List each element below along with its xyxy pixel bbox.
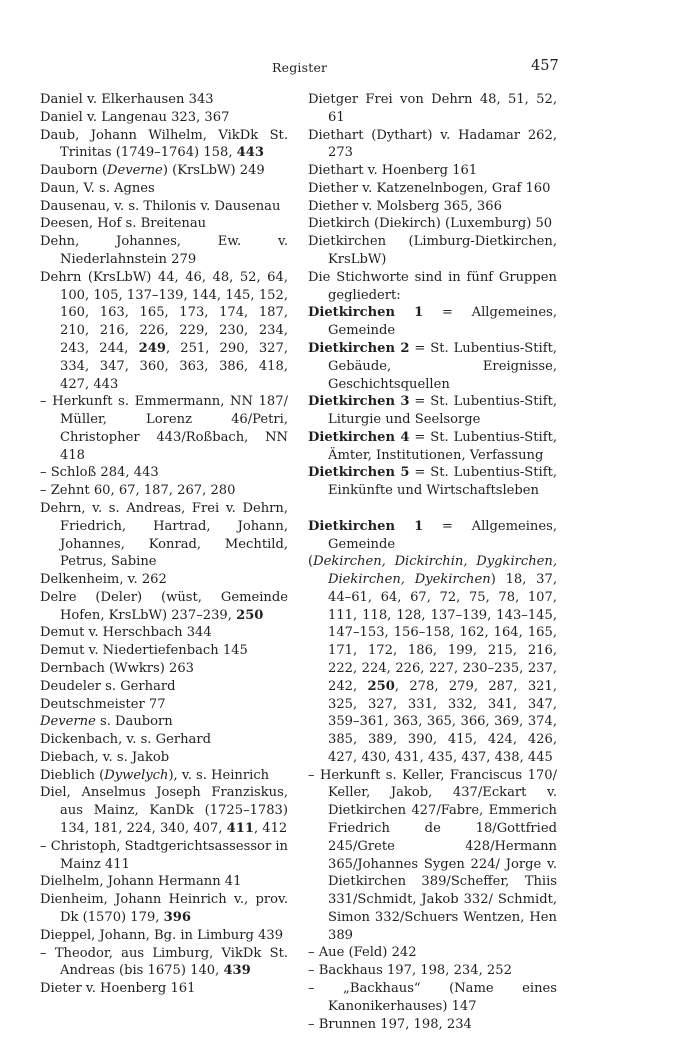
index-entry: Daniel v. Elkerhausen 343 (40, 92, 214, 107)
index-entry: Deverne s. Dauborn (40, 714, 173, 730)
index-entry: Diebach, v. s. Jakob (40, 749, 170, 765)
index-entry: – Theodor, aus Limburg, VikDk St. Andreas (bis 1675) 140, 439 (40, 945, 288, 979)
index-entry: Diether v. Katzenelnbogen, Graf 160 (308, 180, 551, 196)
index-entry: Dieblich (Dywelych), v. s. Heinrich (40, 767, 270, 783)
index-entry: Dauborn (Deverne) (KrsLbW) 249 (40, 163, 265, 179)
index-entry: – Zehnt 60, 67, 187, 267, 280 (40, 483, 236, 499)
index-entry: Dietger Frei von Dehrn 48, 51, 52, 61 (308, 92, 557, 125)
index-entry: Diethart v. Hoenberg 161 (308, 163, 478, 179)
index-entry: Dausenau, v. s. Thilonis v. Dausenau (40, 198, 281, 214)
index-entry: – „Backhaus“ (Name eines Kanonikerhauses) 147 (308, 981, 557, 1014)
index-entry: Deesen, Hof s. Breitenau (40, 216, 207, 232)
index-entry: Daun, V. s. Agnes (40, 180, 155, 196)
index-entry: – Herkunft s. Emmermann, NN 187/ Müller, Lorenz 46/Petri, Christopher 443/Roßbach, NN 418 (40, 394, 288, 463)
index-entry: Die Stichworte sind in fünf Gruppen gegliedert: (308, 269, 557, 303)
index-entry: Dieppel, Johann, Bg. in Limburg 439 (40, 927, 284, 943)
running-head-title: Register (272, 60, 328, 75)
index-entry: (Dekirchen, Dickirchin, Dygkirchen, Diekirchen, Dyekirchen) 18, 37, 44–61, 64, 67, 72, 75, 78, 107, 111, 118, 128, 137–139, 143–145, 147–153, 156–158, 162, 164, 165, 171, 172, 186, 199, 215, 216, 222, 224, 226, 227, 230–235, 237, 242, 250, 278, 279, 287, 321, 325, 327, 331, 332, 341, 347, 359–361, 363, 365, 366, 369, 374, 385, 389, 390, 415, 424, 426, 427, 430, 431, 435, 437, 438, 445 (308, 554, 557, 765)
index-entry: Dietkirchen 3 = St. Lubentius-Stift, Liturgie und Seelsorge (308, 394, 557, 428)
index-entry: Diethart (Dythart) v. Hadamar 262, 273 (308, 127, 557, 161)
index-entry: Dietkirchen 4 = St. Lubentius-Stift, Ämter, Institutionen, Verfassung (308, 429, 557, 463)
index-column-left (40, 91, 288, 998)
index-entry: – Schloß 284, 443 (40, 465, 159, 481)
index-entry: Diether v. Molsberg 365, 366 (308, 198, 502, 214)
index-entry: Delkenheim, v. 262 (40, 572, 167, 588)
index-entry: Dehn, Johannes, Ew. v. Niederlahnstein 279 (40, 234, 288, 268)
index-entry: Dietkirchen 5 = St. Lubentius-Stift, Einkünfte und Wirtschaftsleben (308, 465, 557, 499)
running-head (0, 58, 700, 78)
index-entry: Dienheim, Johann Heinrich v., prov. Dk (1570) 179, 396 (40, 892, 288, 925)
index-entry: Dickenbach, v. s. Gerhard (40, 732, 211, 748)
index-entry: – Herkunft s. Keller, Franciscus 170/ Keller, Jakob, 437/Eckart v. Dietkirchen 427/Fabre, Emmerich Friedrich de 18/Gottfried 245/Grete 428/Hermann 365/Johannes Sygen 224/ Jorge v. Dietkirchen 389/Scheffer, Thiis 331/Schmidt, Jakob 332/ Schmidt, Simon 332/Schuers Wentzen, Hen 389 (308, 767, 557, 943)
index-entry: Dehrn, v. s. Andreas, Frei v. Dehrn, Friedrich, Hartrad, Johann, Johannes, Konrad, Mechtild, Petrus, Sabine (40, 500, 288, 570)
index-entry: – Aue (Feld) 242 (308, 945, 417, 961)
index-entry: Deutschmeister 77 (40, 696, 166, 712)
index-entry: Dietkirchen 1 = Allgemeines, Gemeinde (308, 305, 557, 339)
index-entry: Demut v. Niedertiefenbach 145 (40, 643, 248, 659)
section-gap (308, 500, 557, 518)
index-entry: Diel, Anselmus Joseph Franziskus, aus Mainz, KanDk (1725–1783) 134, 181, 224, 340, 407, 411, 412 (40, 785, 288, 837)
index-entry: Daniel v. Langenau 323, 367 (40, 109, 230, 125)
index-entry: – Brunnen 197, 198, 234 (308, 1016, 472, 1032)
index-entry: Daub, Johann Wilhelm, VikDk St. Trinitas (1749–1764) 158, 443 (40, 127, 288, 161)
index-entry: – Christoph, Stadtgerichtsassessor in Mainz 411 (40, 838, 288, 872)
index-entry: Dietkirchen 2 = St. Lubentius-Stift, Gebäude, Ereignisse, Geschichtsquellen (308, 340, 557, 392)
index-entry: Demut v. Herschbach 344 (40, 625, 212, 641)
index-entry: Delre (Deler) (wüst, Gemeinde Hofen, KrsLbW) 237–239, 250 (40, 589, 288, 623)
index-entry: Dietkirchen 1 = Allgemeines, Gemeinde (308, 518, 557, 552)
index-entry: Dietkirchen (Limburg-Dietkirchen, KrsLbW) (308, 234, 557, 268)
index-entry: Dietkirch (Diekirch) (Luxemburg) 50 (308, 216, 553, 232)
index-entry: – Backhaus 197, 198, 234, 252 (308, 963, 512, 979)
index-entry: Dieter v. Hoenberg 161 (40, 981, 196, 997)
index-entry: Dehrn (KrsLbW) 44, 46, 48, 52, 64, 100, 105, 137–139, 144, 145, 152, 160, 163, 165, 173, 174, 187, 210, 216, 226, 229, 230, 234, 243, 244, 249, 251, 290, 327, 334, 347, 360, 363, 386, 418, 427, 443 (40, 269, 288, 392)
index-entry: Deudeler s. Gerhard (40, 678, 176, 694)
index-entry: Dernbach (Wwkrs) 263 (40, 661, 195, 676)
page-number: 457 (531, 58, 559, 74)
index-entry: Dielhelm, Johann Hermann 41 (40, 874, 242, 890)
index-column-right (308, 91, 557, 1033)
